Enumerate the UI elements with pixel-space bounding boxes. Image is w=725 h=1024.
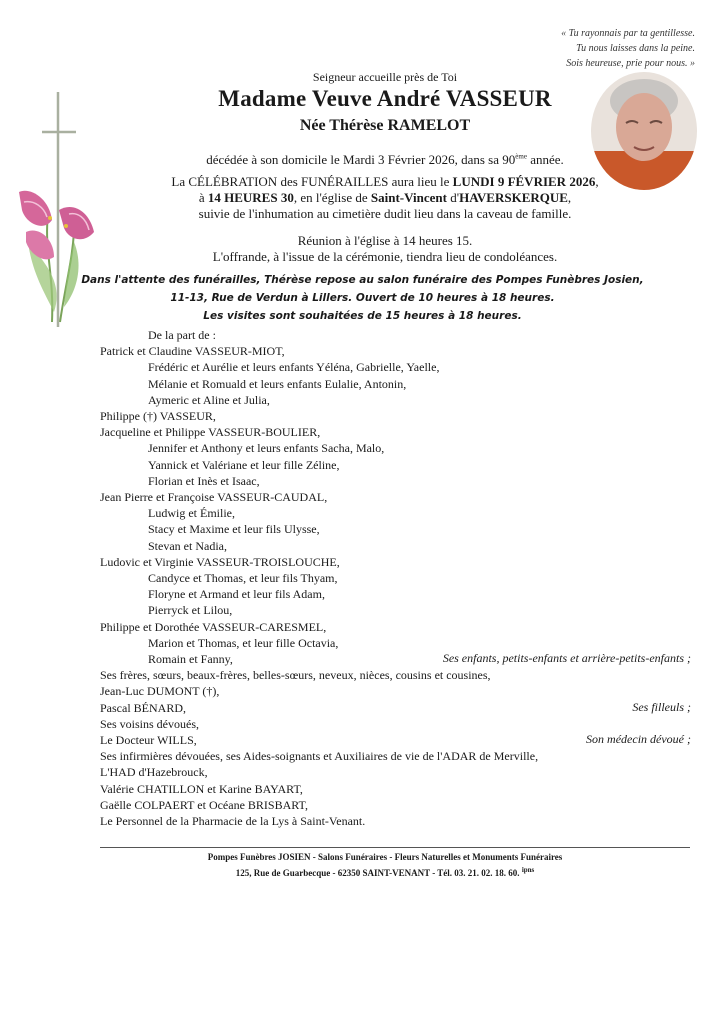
footer-line-2: 125, Rue de Guarbecque - 62350 SAINT-VENANT - Tél. 03. 21. 02. 18. 60. $^{ipns}$: [235, 866, 535, 878]
family-line: Jacqueline et Philippe VASSEUR-BOULIER,: [100, 425, 321, 440]
quote-line-1: « Tu rayonnais par ta gentillesse.: [561, 28, 695, 39]
family-line: Gaëlle COLPAERT et Océane BRISBART,: [100, 797, 308, 812]
family-line: Philippe (†) VASSEUR,: [100, 409, 216, 423]
family-line: Pascal BÉNARD,: [100, 700, 186, 715]
family-line: Jennifer et Anthony et leurs enfants Sacha, Malo,: [148, 441, 385, 456]
maiden-name: Née Thérèse RAMELOT: [299, 117, 471, 134]
family-line: Philippe et Dorothée VASSEUR-CARESMEL,: [100, 619, 327, 634]
family-line: Patrick et Claudine VASSEUR-MIOT,: [100, 344, 285, 359]
death-notice: décédée à son domicile le Mardi 3 Février 2026, dans sa 90ème année.: [206, 152, 564, 167]
family-line: Stacy et Maxime et leur fils Ulysse,: [148, 522, 320, 537]
ceremony-line-3: suivie de l'inhumation au cimetière dudit lieu dans la caveau de famille.: [198, 206, 572, 221]
family-line: Le Personnel de la Pharmacie de la Lys à Saint-Venant.: [100, 814, 366, 828]
family-line: Ses voisins dévoués,: [100, 716, 199, 731]
footer-line-1: Pompes Funèbres JOSIEN - Salons Funéraires - Fleurs Naturelles et Monuments Funéraires: [207, 852, 563, 862]
wake-line-2: 11-13, Rue de Verdun à Lillers. Ouvert de 10 heures à 18 heures.: [170, 292, 555, 304]
family-line: Frédéric et Aurélie et leurs enfants Yéléna, Gabrielle, Yaelle,: [148, 360, 440, 375]
meeting-line: Réunion à l'église à 14 heures 15.: [297, 233, 473, 248]
family-line: Ses frères, sœurs, beaux-frères, belles-sœurs, neveux, nièces, cousins et cousines,: [100, 668, 491, 683]
ceremony-line-1: La CÉLÉBRATION des FUNÉRAILLES aura lieu le LUNDI 9 FÉVRIER 2026,: [171, 174, 599, 189]
epitaph-quote: [435, 26, 695, 71]
deceased-name: Madame Veuve André VASSEUR: [218, 86, 552, 111]
family-line: Jean-Luc DUMONT (†),: [100, 684, 220, 699]
family-line: Romain et Fanny,: [148, 652, 233, 666]
family-line: Valérie CHATILLON et Karine BAYART,: [100, 781, 303, 796]
footer-divider: [100, 847, 690, 848]
family-line: Mélanie et Romuald et leurs enfants Eulalie, Antonin,: [148, 376, 407, 391]
family-line: Ludovic et Virginie VASSEUR-TROISLOUCHE,: [100, 554, 340, 569]
family-line: Ludwig et Émilie,: [148, 506, 235, 521]
family-line: Ses infirmières dévouées, ses Aides-soignants et Auxiliaires de vie de l'ADAR de Merville,: [100, 749, 539, 764]
family-line: Candyce et Thomas, et leur fils Thyam,: [148, 571, 338, 585]
offering-line: L'offrande, à l'issue de la cérémonie, tiendra lieu de condoléances.: [212, 249, 558, 264]
family-line: Aymeric et Aline et Julia,: [148, 392, 270, 407]
family-line: Stevan et Nadia,: [148, 538, 227, 553]
quote-line-3: Sois heureuse, prie pour nous. »: [566, 58, 695, 69]
family-line: L'HAD d'Hazebrouck,: [100, 765, 208, 780]
family-line: Pierryck et Lilou,: [148, 603, 233, 618]
family-relation-label: Son médecin dévoué ;: [586, 732, 691, 746]
intro-line: Seigneur accueille près de Toi: [312, 70, 458, 84]
family-line: Le Docteur WILLS,: [100, 733, 197, 747]
family-line: Jean Pierre et Françoise VASSEUR-CAUDAL,: [100, 490, 328, 504]
family-line: Yannick et Valériane et leur fille Zéline,: [148, 457, 340, 472]
wake-line-3: Les visites sont souhaitées de 15 heures à 18 heures.: [203, 310, 522, 322]
family-line: Marion et Thomas, et leur fille Octavia,: [148, 635, 339, 650]
quote-line-2: Tu nous laisses dans la peine.: [576, 43, 695, 54]
family-line: Florian et Inès et Isaac,: [148, 473, 260, 488]
ceremony-line-2: à 14 HEURES 30, en l'église de Saint-Vincent d'HAVERSKERQUE,: [198, 190, 572, 205]
family-relation-label: Ses filleuls ;: [632, 699, 691, 714]
wake-line-1: Dans l'attente des funérailles, Thérèse repose au salon funéraire des Pompes Funèbres Josien,: [81, 274, 644, 286]
family-relation-label: Ses enfants, petits-enfants et arrière-petits-enfants ;: [442, 651, 691, 665]
family-line: De la part de :: [148, 328, 216, 342]
family-line: Floryne et Armand et leur fils Adam,: [148, 587, 325, 602]
